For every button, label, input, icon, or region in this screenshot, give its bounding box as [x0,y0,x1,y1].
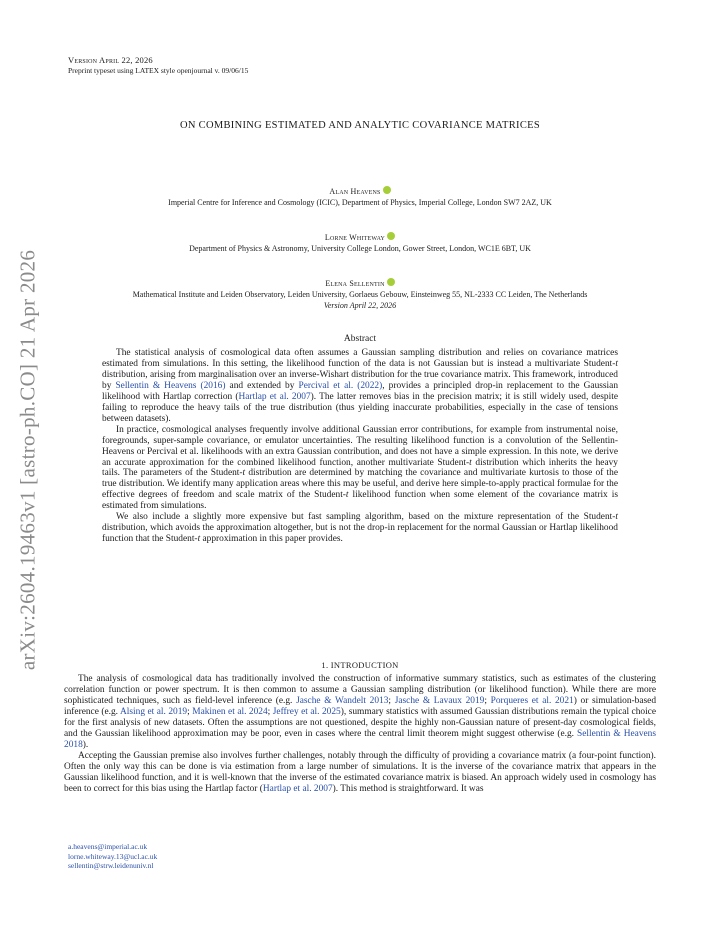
abstract-paragraph-3: We also include a slightly more expensive but fast sampling algorithm, based on the mixture representation of the Student-t distribution, which avoids the approximation altogether, but is not the drop-in replacement for the normal Gaussian or Hartlap likelihood function that the Student-t approximation in this paper provides. [102,512,618,545]
citation-link[interactable]: Jeffrey et al. 2025 [272,706,341,717]
version-text: Version April 22, 2026 [68,55,153,65]
arxiv-sidebar [10,240,46,680]
citation-link[interactable]: Hartlap et al. 2007 [262,783,333,794]
citation-link[interactable]: Sellentin & Heavens (2016) [115,380,226,391]
citation-link[interactable]: Porqueres et al. 2021 [490,695,574,706]
citation-link[interactable]: Percival et al. (2022) [298,380,383,391]
author-name: Lorne Whiteway [68,232,652,243]
abstract-heading: Abstract [343,334,377,344]
author-affiliation: Imperial Centre for Inference and Cosmology (ICIC), Department of Physics, Imperial College, London SW7 2AZ, UK [168,198,552,207]
citation-link[interactable]: Makinen et al. 2024 [192,706,268,717]
citation-link[interactable]: Jasche & Lavaux 2019 [394,695,485,706]
abstract-paragraph-1: The statistical analysis of cosmological data often assumes a Gaussian sampling distribution and relies on covariance matrices estimated from simulations. In this setting, the likelihood function of the data is not Gaussian but is instead a multivariate Student-t distribution, arising from marginalisation over an inverse-Wishart distribution for the true covariance matrix. This framework, introduced by Sellentin & Heavens (2016) and extended by Percival et al. (2022), provides a principled drop-in replacement to the Gaussian likelihood with Hartlap correction (Hartlap et al. 2007). The latter removes bias in the precision matrix; it is still widely used, despite failing to reproduce the heavy tails of the true distribution (thus yielding inaccurate probabilities, especially in the case of tensions between datasets). [102,348,619,424]
orcid-icon[interactable] [383,186,391,194]
abstract-paragraph-2: In practice, cosmological analyses frequently involve additional Gaussian error contributions, for example from instrumental noise, foregrounds, super-sample covariance, or emulator uncertainties. The resulting likelihood function is a convolution of the Sellentin-Heavens or Percival et al. likelihoods with an extra Gaussian contribution, and does not have a simple expression. In this note, we derive an accurate approximation for the combined likelihood function, another multivariate Student-t distribution which inherits the heavy tails. The parameters of the Student-t distribution are determined by matching the covariance and multivariate kurtosis to those of the true distribution. We identify many application areas where this may be useful, and derive here simple-to-apply practical formulae for the effective degrees of freedom and scale matrix of the Student-t likelihood function when some element of the covariance matrix is estimated from simulations. [102,424,618,512]
intro-paragraph-1: The analysis of cosmological data has traditionally involved the construction of informative summary statistics, such as estimates of the clustering correlation function or power spectrum. It is then common to assume a Gaussian sampling distribution (or likelihood function). While there are more sophisticated techniques, such as field-level inference (e.g. Jasche & Wandelt 2013; Jasche & Lavaux 2019; Porqueres et al. 2021) or simulation-based inference (e.g. Alsing et al. 2019; Makinen et al. 2024; Jeffrey et al. 2025), summary statistics with assumed Gaussian distributions remain the typical choice for the first analysis of new datasets. Often the assumptions are not questioned, despite the highly non-Gaussian nature of present-day cosmological fields, and the Gaussian likelihood approximation may be poor, even in cases where the central limit theorem might suggest otherwise (e.g. Sellentin & Heavens 2018). [64,674,657,750]
introduction-body [64,674,656,794]
intro-paragraph-2: Accepting the Gaussian premise also involves further challenges, notably through the difficulty of providing a covariance matrix (a four-point function). Often the only way this can be done is via estimation from a large number of simulations. It is the inverse of the covariance matrix that appears in the Gaussian likelihood function, and it is well-known that the inverse of the estimated covariance matrix is biased. An approach widely used in cosmology has been to correct for this bias using the Hartlap factor (Hartlap et al. 2007). This method is straightforward. It was [64,750,656,794]
arxiv-id[interactable]: arXiv:2604.19463v1 [astro-ph.CO] 21 Apr 2026 [15,249,40,671]
section-heading-introduction: 1. INTRODUCTION [321,660,399,670]
footnote-email[interactable]: sellentin@strw.leidenuniv.nl [68,861,154,870]
footnotes [68,842,157,871]
author-affiliation: Mathematical Institute and Leiden Observatory, Leiden University, Gorlaeus Gebouw, Einsteinweg 55, NL-2333 CC Leiden, The Netherlands [132,290,588,299]
orcid-icon[interactable] [387,232,395,240]
citation-link[interactable]: Jasche & Wandelt 2013 [296,695,389,706]
footnote-email[interactable]: a.heavens@imperial.ac.uk [68,842,148,851]
author-affiliation: Department of Physics & Astronomy, University College London, Gower Street, London, WC1E 6BT, UK [189,244,531,253]
version-line: Version April 22, 2026 [323,301,397,310]
author-block-3 [80,278,640,311]
preprint-text: Preprint typeset using LATEX style openjournal v. 09/06/15 [68,66,249,75]
author-name: Alan Heavens [68,186,652,197]
citation-link[interactable]: Alsing et al. 2019 [120,706,188,717]
citation-link[interactable]: Hartlap et al. 2007 [238,391,311,402]
version-header [68,55,248,75]
footnote-email[interactable]: lorne.whiteway.13@ucl.ac.uk [68,851,158,861]
orcid-icon[interactable] [387,278,395,286]
paper-title: ON COMBINING ESTIMATED AND ANALYTIC COVARIANCE MATRICES [179,120,540,131]
author-block-1 [68,186,652,208]
citation-link[interactable]: Sellentin & Heavens 2018 [64,728,656,750]
author-block-2 [68,232,652,254]
abstract-body [102,348,618,545]
author-name: Elena Sellentin [80,278,640,289]
